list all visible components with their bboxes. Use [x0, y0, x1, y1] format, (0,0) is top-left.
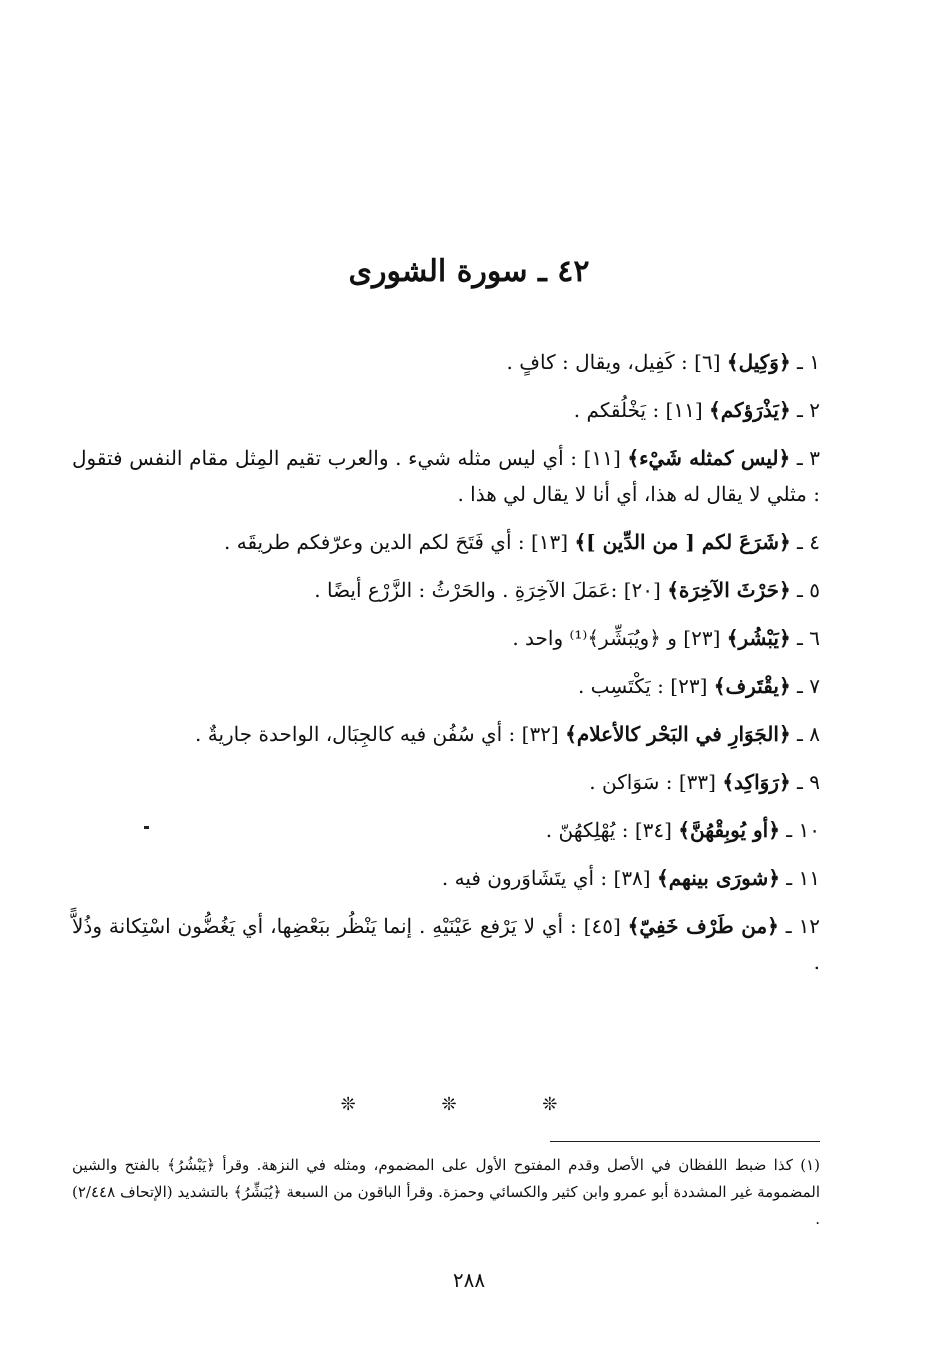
entry-number: ٢ ـ — [797, 398, 820, 422]
surah-title: ٤٢ ـ سورة الشورى — [348, 254, 590, 289]
verse-reference: [١١] — [583, 446, 621, 470]
gloss-entry — [72, 860, 820, 896]
gloss-text: و ﴿ويُبَشِّر﴾⁽¹⁾ واحد . — [512, 626, 677, 650]
quranic-phrase: ﴿رَوَاكِد﴾ — [722, 770, 791, 794]
gloss-entry — [72, 344, 820, 380]
verse-reference: [٦] — [694, 350, 721, 374]
verse-reference: [١٣] — [530, 530, 569, 554]
gloss-text: : يَخْلُقكم . — [573, 398, 660, 422]
verse-reference: [٤٥] — [583, 914, 621, 938]
section-separator: ❊ ❊ ❊ — [340, 1094, 598, 1115]
entry-number: ١١ ـ — [786, 866, 820, 890]
quranic-phrase: ﴿أو يُوبِقْهُنَّ﴾ — [678, 818, 780, 842]
gloss-entry — [72, 440, 820, 512]
gloss-text: : يُهْلِكهُنّ . — [545, 818, 629, 842]
entry-number: ٤ ـ — [797, 530, 820, 554]
quranic-phrase: ﴿الجَوَارِ في البَحْر كالأعلام﴾ — [565, 722, 791, 746]
verse-reference: [١١] — [665, 398, 703, 422]
entry-number: ١ ـ — [797, 350, 820, 374]
verse-reference: [٢٣] — [670, 674, 708, 698]
gloss-text: : أي سُفُن فيه كالجِبَال، الواحدة جاريةٌ . — [195, 722, 516, 746]
gloss-list — [72, 344, 820, 992]
entry-number: ٣ ـ — [796, 446, 821, 470]
page-number: ٢٨٨ — [452, 1268, 486, 1292]
quranic-phrase: ﴿شَرَعَ لكم [ من الدِّين ]﴾ — [574, 530, 791, 554]
gloss-text: : أي ليس مثله شيء . والعرب تقيم المِثل مقام النفس فتقول : مثلي لا يقال له هذا، أي أنا لا يقال لي هذا . — [72, 446, 820, 506]
gloss-entry — [72, 716, 820, 752]
gloss-text: : أي لا يَرْفع عَيْنَيْهِ . إنما يَنْظُر ببَعْضِها، أي يَغُضُّون اسْتِكانة وذُلاًّ . — [72, 914, 820, 974]
quranic-phrase: ﴿من طَرْف خَفِيّ﴾ — [627, 914, 779, 938]
gloss-entry — [72, 524, 820, 560]
gloss-entry — [72, 668, 820, 704]
gloss-text: : سَوَاكن . — [589, 770, 673, 794]
quranic-phrase: ﴿يقْتَرف﴾ — [713, 674, 791, 698]
gloss-entry — [72, 764, 820, 800]
gloss-text: : كَفِيل، ويقال : كافٍ . — [506, 350, 688, 374]
gloss-entry — [72, 392, 820, 428]
gloss-text: : أي يتَشَاوَرون فيه . — [441, 866, 608, 890]
quranic-phrase: ﴿شورَى بينهم﴾ — [656, 866, 780, 890]
entry-number: ٩ ـ — [797, 770, 820, 794]
entry-number: ١٠ ـ — [786, 818, 820, 842]
footnote-divider — [550, 1141, 820, 1142]
entry-number: ٦ ـ — [797, 626, 820, 650]
gloss-entry — [72, 620, 820, 656]
quranic-phrase: ﴿يَذْرَؤكم﴾ — [709, 398, 791, 422]
entry-number: ٧ ـ — [797, 674, 820, 698]
footnote: (١) كذا ضبط اللفظان في الأصل وقدم المفتوح الأول على المضموم، ومثله في النزهة. وقرأ ﴿يَبْشُرُ﴾ بالفتح والشين المضمومة غير المشددة أبو عمرو وابن كثير والكسائي وحمزة. وقرأ الباقون من السبعة ﴿يُبَشِّرُ﴾ بالتشديد (الإتحاف ٢/٤٤٨) . — [72, 1156, 820, 1228]
entry-number: ١٢ ـ — [785, 914, 821, 938]
gloss-entry — [72, 572, 820, 608]
quranic-phrase: ﴿وَكِيل﴾ — [726, 350, 791, 374]
entry-number: ٨ ـ — [797, 722, 820, 746]
gloss-text: : يَكْتَسِب . — [577, 674, 664, 698]
verse-reference: [٣٨] — [613, 866, 651, 890]
verse-reference: [٣٣] — [678, 770, 716, 794]
gloss-entry — [72, 908, 820, 980]
entry-number: ٥ ـ — [797, 578, 820, 602]
quranic-phrase: ﴿ليس كمثله شَيْء﴾ — [627, 446, 791, 470]
print-speck — [144, 826, 149, 829]
quranic-phrase: ﴿يَبْشُر﴾ — [726, 626, 791, 650]
verse-reference: [٢٣] — [683, 626, 721, 650]
verse-reference: [٢٠] — [623, 578, 661, 602]
gloss-entry — [72, 812, 820, 848]
gloss-text: : أي فَتَحَ لكم الدين وعرّفكم طريقَه . — [224, 530, 525, 554]
verse-reference: [٣٢] — [521, 722, 559, 746]
gloss-text: :عَمَلَ الآخِرَةِ . والحَرْثُ : الزَّرْع أيضًا . — [314, 578, 618, 602]
quranic-phrase: ﴿حَرْثَ الآخِرَة﴾ — [667, 578, 791, 602]
verse-reference: [٣٤] — [634, 818, 672, 842]
